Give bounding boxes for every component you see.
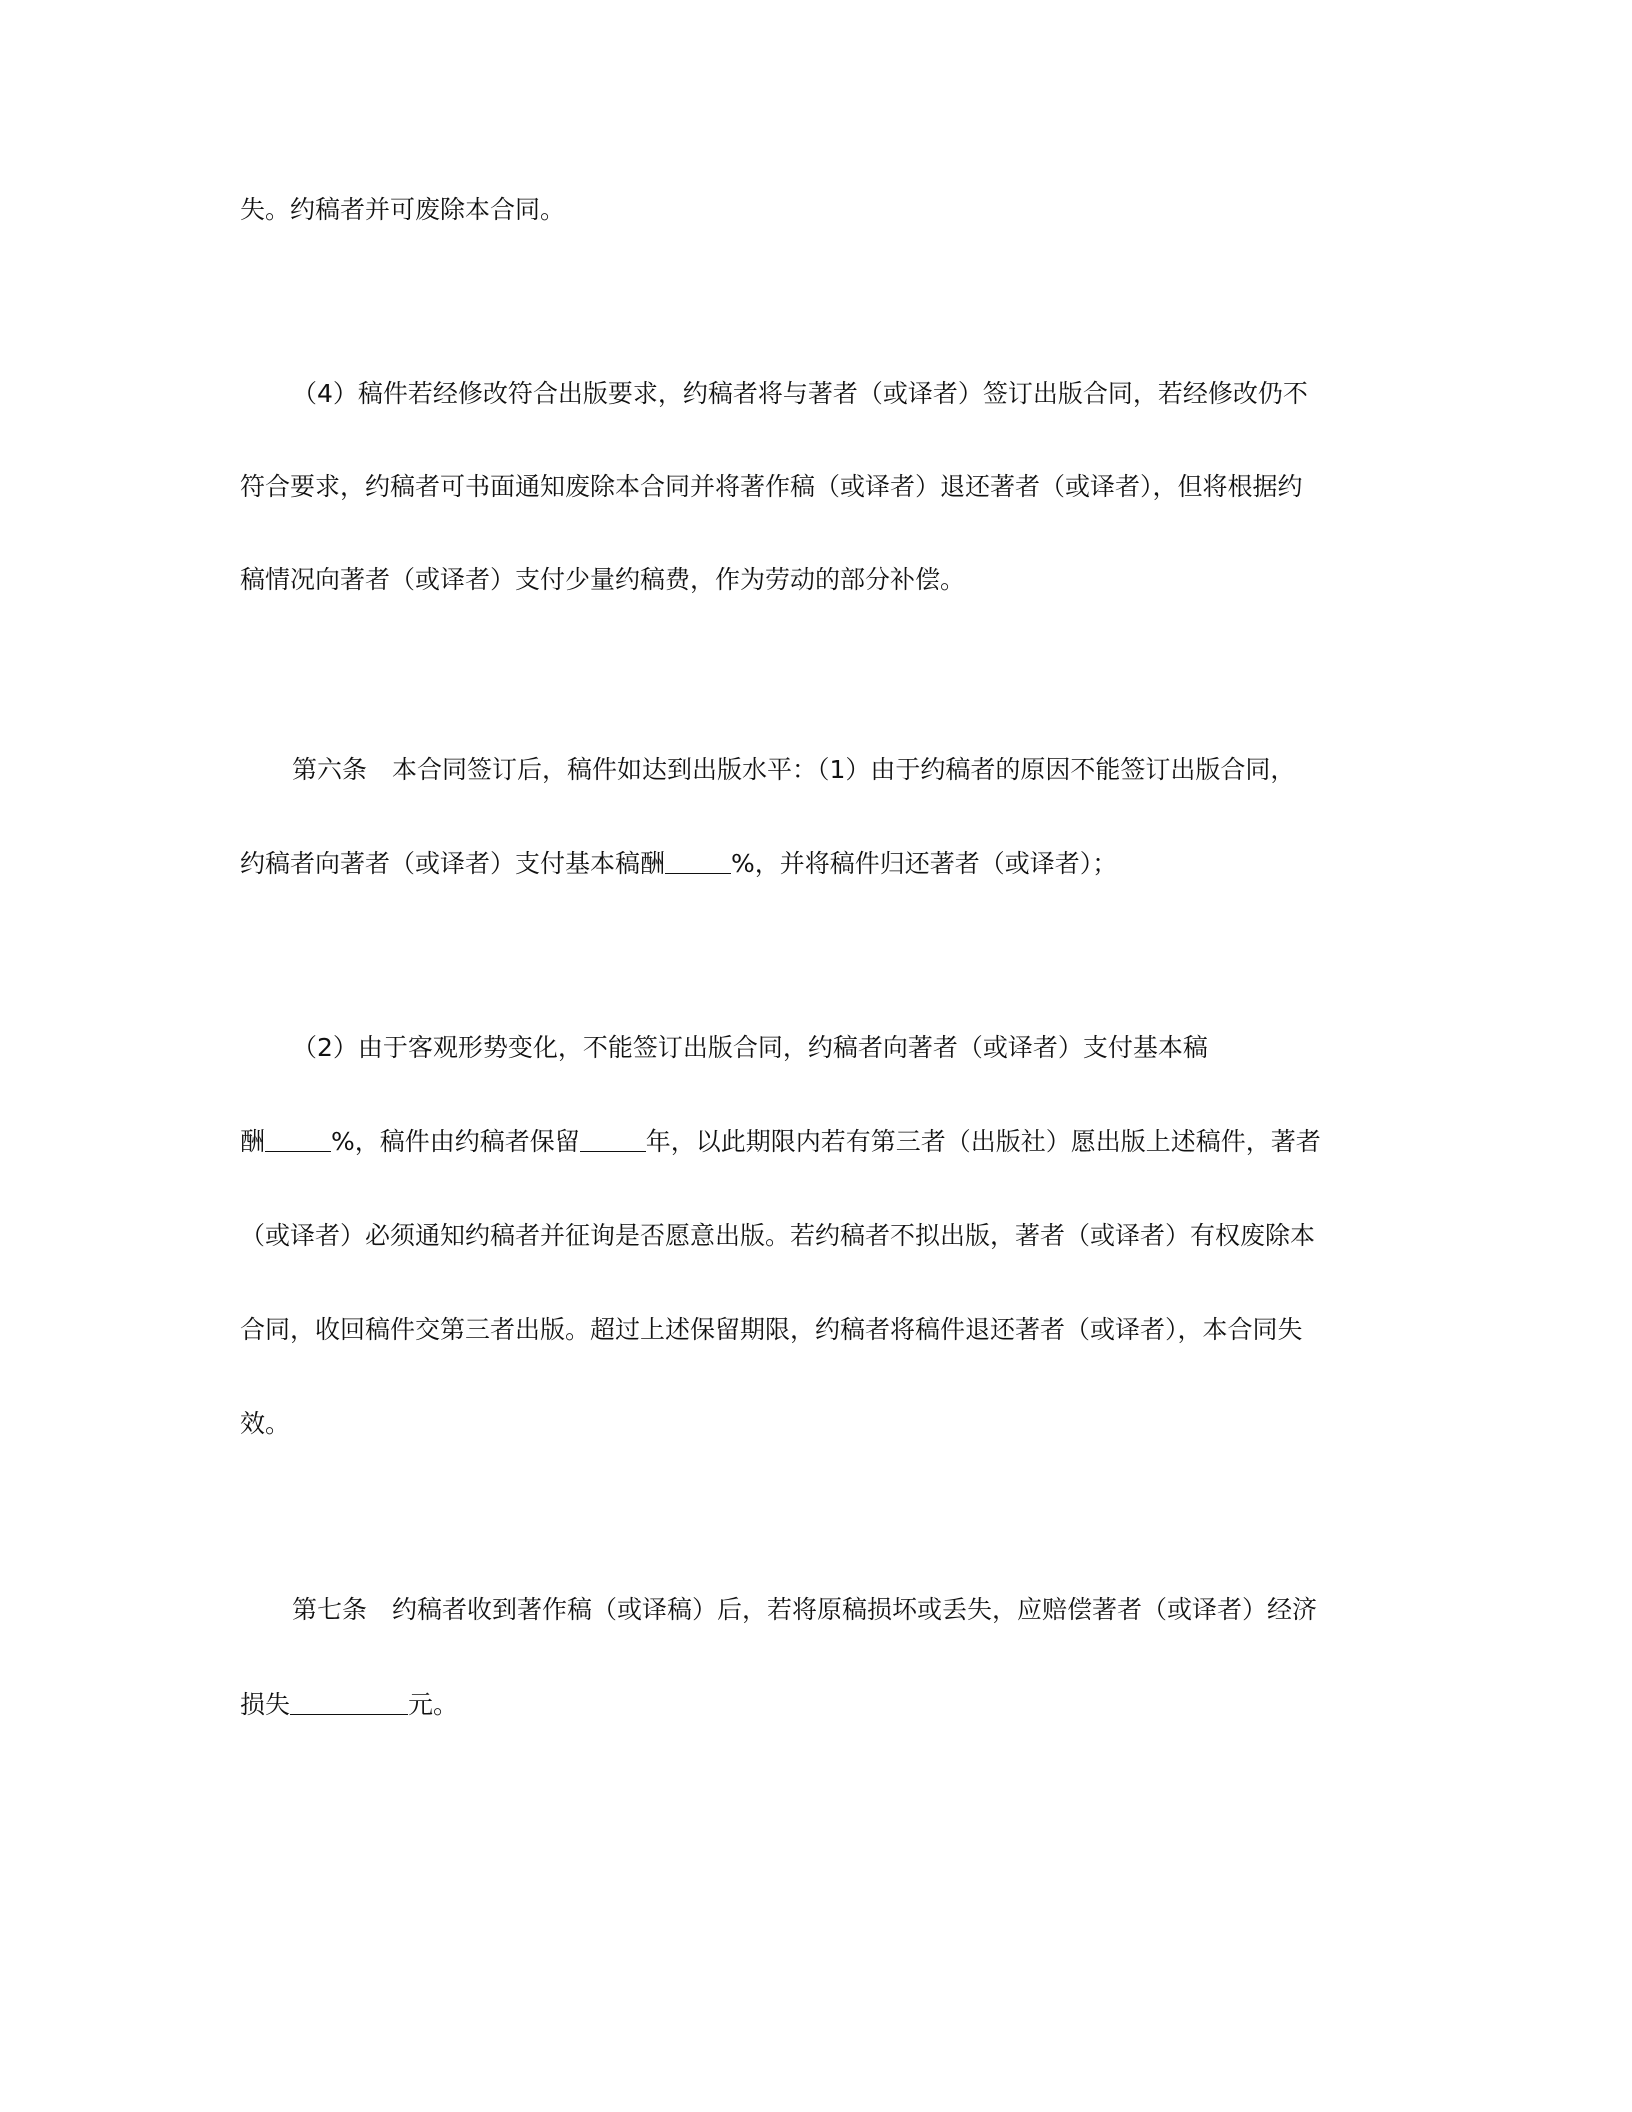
line-text: %，并将稿件归还著者（或译者）； [731, 849, 1118, 878]
paragraph-line [240, 563, 1385, 597]
blank-underline [665, 849, 731, 874]
line-text: %，稿件由约稿者保留 [331, 1127, 580, 1156]
blank-underline [290, 1690, 408, 1715]
line-text: （或译者）必须通知约稿者并征询是否愿意出版。若约稿者不拟出版，著者（或译者）有权废除本 [240, 1221, 1316, 1250]
paragraph-line [292, 377, 1385, 411]
blank-underline [580, 1127, 646, 1152]
line-text: 失。约稿者并可废除本合同。 [240, 195, 566, 224]
line-text: 元。 [408, 1690, 459, 1719]
paragraph-line [240, 847, 1385, 881]
line-text: 损失 [240, 1690, 291, 1719]
paragraph-line [240, 1219, 1385, 1253]
line-text: 合同，收回稿件交第三者出版。超过上述保留期限，约稿者将稿件退还著者（或译者），本合同失 [240, 1315, 1303, 1344]
paragraph-line [292, 753, 1385, 787]
line-text: 第七条 约稿者收到著作稿（或译稿）后，若将原稿损坏或丢失，应赔偿著者（或译者）经济 [292, 1595, 1318, 1624]
line-text: 酬 [240, 1127, 266, 1156]
paragraph-line [292, 1593, 1385, 1627]
paragraph-line [240, 1407, 1385, 1441]
blank-underline [265, 1127, 331, 1152]
paragraph-line [240, 193, 1385, 227]
line-text: （4）稿件若经修改符合出版要求，约稿者将与著者（或译者）签订出版合同，若经修改仍不 [292, 379, 1308, 408]
line-text: 第六条 本合同签订后，稿件如达到出版水平：（1）由于约稿者的原因不能签订出版合同， [292, 755, 1296, 784]
line-text: （2）由于客观形势变化，不能签订出版合同，约稿者向著者（或译者）支付基本稿 [292, 1033, 1208, 1062]
line-text: 符合要求，约稿者可书面通知废除本合同并将著作稿（或译者）退还著者（或译者），但将根据约 [240, 472, 1303, 501]
paragraph-line [240, 1688, 1385, 1722]
line-text: 年，以此期限内若有第三者（出版社）愿出版上述稿件，著者 [645, 1127, 1321, 1156]
line-text: 效。 [240, 1409, 291, 1438]
paragraph-line [292, 1031, 1385, 1065]
paragraph-line [240, 1313, 1385, 1347]
paragraph-line [240, 470, 1385, 504]
line-text: 约稿者向著者（或译者）支付基本稿酬 [240, 849, 666, 878]
line-text: 稿情况向著者（或译者）支付少量约稿费，作为劳动的部分补偿。 [240, 565, 966, 594]
paragraph-line [240, 1125, 1385, 1159]
